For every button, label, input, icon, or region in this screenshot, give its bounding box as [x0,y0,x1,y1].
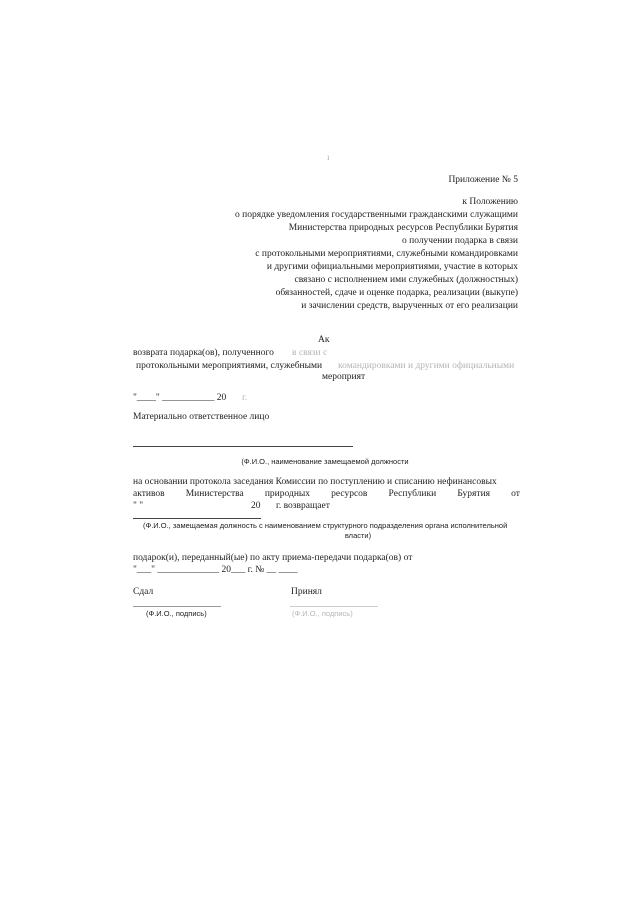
gifts-date-line: "___" _____________ 20___ г. № __ ____ [133,565,298,575]
accepted-label: Принял [291,587,322,597]
act-title: Ак [318,335,330,345]
regulation-line: обязанностей, сдаче и оценке подарка, реализации (выкупе) [275,288,518,298]
basis-underline [133,518,261,519]
accepted-signature-line [290,606,378,607]
accepted-signature-caption: (Ф.И.О., подпись) [292,609,353,618]
handed-signature-caption: (Ф.И.О., подпись) [146,609,207,618]
basis-word: Республики [388,489,437,499]
intro-line: мероприят [322,372,366,382]
basis-date-quote: " " [133,501,144,511]
intro-line: протокольными мероприятиями, служебными [136,361,323,371]
intro-line: возврата подарка(ов), полученного [133,348,274,358]
regulation-line: к Положению [462,197,518,207]
responsible-underline [133,446,353,447]
gifts-line: подарок(и), переданный(ые) по акту приема-передачи подарка(ов) от [133,553,413,563]
basis-word: природных [264,489,311,499]
basis-date-year: 20 [251,501,261,511]
date-year-suffix: г. [242,393,248,403]
regulation-line: с протокольными мероприятиями, служебными командировками [255,249,518,259]
basis-justified-line [133,489,520,499]
regulation-line: связано с исполнением ими служебных (должностных) [294,275,518,285]
basis-returns-text: г. возвращает [276,501,330,511]
basis-line: на основании протокола заседания Комиссии по поступлению и списанию нефинансовых [133,477,497,487]
basis-word: Министерства [185,489,244,499]
stray-mark: ı [327,153,330,163]
handed-signature-line [133,606,221,607]
date-line: "____" ___________ 20 [133,393,227,403]
basis-caption-end: власти) [344,531,372,540]
responsible-label: Материально ответственное лицо [133,412,270,422]
responsible-caption: (Ф.И.О., наименование замещаемой должности [241,457,409,466]
basis-word: ресурсов [331,489,368,499]
basis-word: от [511,489,520,499]
handed-label: Сдал [133,587,154,597]
regulation-line: о получении подарка в связи [401,236,518,246]
appendix-number: Приложение № 5 [448,175,518,185]
basis-word: Бурятия [457,489,491,499]
regulation-line: о порядке уведомления государственными гражданскими служащими [235,210,518,220]
regulation-line: Министерства природных ресурсов Республики Бурятия [288,223,518,233]
intro-faint-text: командировками и другими официальными [338,361,515,371]
basis-caption: (Ф.И.О., замещаемая должность с наименованием структурного подразделения органа исполнительной [143,521,508,530]
regulation-line: и зачислении средств, вырученных от его реализации [301,301,518,311]
intro-faint-text: в связи с [292,348,328,358]
regulation-line: и другими официальными мероприятиями, участие в которых [266,262,518,272]
basis-word: активов [133,489,165,499]
